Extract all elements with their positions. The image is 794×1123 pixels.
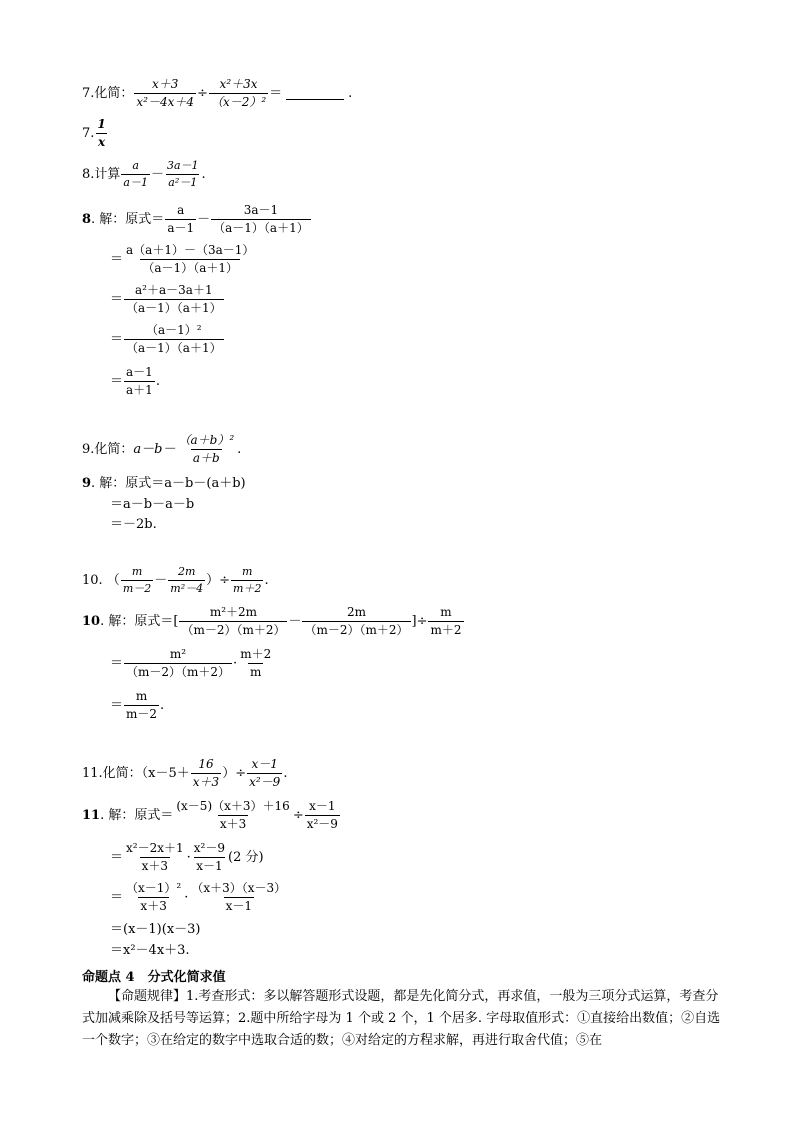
q9-expr: a－b－ (133, 442, 176, 458)
q8-end: . (201, 167, 206, 183)
q8-minus: － (150, 167, 164, 183)
s9-intro: . 解：原式＝a－b－(a＋b) (91, 476, 246, 491)
q7-fraction-2: $\frac{\text{x²＋3x}}{\text{（x－2）²}}$ (210, 77, 267, 110)
s10-step2-fraction-b: m＋2 m (240, 647, 272, 680)
q7-div: ÷ (197, 86, 208, 102)
s11-step3-fraction-b: （x＋3）（x－3） x－1 (191, 881, 287, 914)
s11-step-5 (110, 944, 190, 957)
q9-fraction: （a＋b）² a＋b (178, 433, 235, 466)
s10-step2-fraction-a: m² （m－2）（m＋2） (126, 647, 231, 680)
s11-label: 11 (82, 808, 101, 824)
s10-label: 10 (82, 614, 101, 630)
s8-end: . (155, 374, 160, 390)
q7-prefix: 7.化简： (82, 86, 134, 102)
s10-end: . (160, 698, 165, 714)
q7-fraction-1: $\frac{x+3}{\text{x²－4x＋4}}$ (136, 77, 195, 110)
s8-step2-fraction: a（a＋1）－（3a－1） （a－1）（a＋1） (126, 243, 255, 276)
s10-step-2 (110, 648, 274, 679)
s8-step1-fraction-b: 3a－1 （a－1）（a＋1） (213, 203, 309, 236)
topic-heading: 命题点 4 分式化简求值 (82, 970, 226, 985)
q10-minus: － (154, 573, 168, 589)
s10-step1-fraction-b: 2m （m－2）（m＋2） (304, 605, 409, 638)
s10-eq-2: ＝ (110, 656, 124, 672)
q10-prefix: 10. （ (82, 573, 120, 589)
s11-step-1 (82, 800, 341, 831)
s10-minus: － (288, 614, 302, 630)
q8-prefix: 8.计算 (82, 167, 121, 183)
s8-step1-fraction-a: a a－1 (167, 203, 195, 236)
q10-fraction-3: $\frac{m}{m+2}$ (233, 565, 262, 596)
s11-step3-fraction-a: （x－1）² x＋3 (126, 881, 182, 914)
q7-line (82, 78, 352, 109)
s8-step3-fraction: a²＋a－3a＋1 （a－1）（a＋1） (126, 283, 222, 316)
s10-eq-3: ＝ (110, 698, 124, 714)
q7-end: . (348, 86, 353, 102)
q8-fraction-1: a a－1 (123, 159, 148, 190)
s8-step-4 (110, 324, 225, 355)
s11-eq-2: ＝ (110, 850, 124, 866)
s11-step2-fraction-b: x²－9 x－1 (193, 841, 225, 874)
s11-eq-3: ＝ (110, 890, 124, 906)
s11-step4-text: ＝(x－1)(x－3) (110, 922, 201, 937)
s11-step-4 (110, 923, 201, 936)
s11-step-2 (110, 842, 264, 873)
q10-fraction-1: m m－2 (122, 565, 152, 596)
s9-step-2 (110, 498, 194, 511)
q8-fraction-2: 3a－1 a²－1 (166, 159, 199, 190)
s9-step2-text: ＝a－b－a－b (110, 497, 195, 512)
q11-line (82, 758, 287, 789)
s8-eq-3: ＝ (110, 292, 124, 308)
s8-step-3 (110, 284, 225, 315)
a7-fraction: 1 x (97, 117, 106, 150)
s8-step-2 (110, 244, 257, 275)
topic-paragraph (82, 986, 728, 1052)
a7-line (82, 118, 109, 149)
s10-close: ]÷ (411, 614, 428, 630)
q9-prefix: 9.化简： (82, 442, 134, 458)
s11-dot-3: · (184, 890, 189, 906)
s11-step-3 (110, 882, 289, 913)
s8-step-5 (110, 366, 160, 397)
s10-intro: . 解：原式＝[ (100, 614, 179, 630)
s9-step-1 (82, 477, 246, 490)
s10-step-3 (110, 690, 164, 721)
q8-line (82, 160, 206, 189)
s11-step2-fraction-a: x²－2x＋1 x＋3 (126, 841, 184, 874)
s10-dot: · (233, 656, 238, 672)
s11-step1-fraction-a: $\frac{(x-5)(x+3)+16}{x+3}$ (176, 799, 290, 832)
q9-line (82, 434, 241, 465)
s10-step1-fraction-c: $\frac{m}{m+2}$ (430, 605, 462, 638)
q11-end: . (283, 766, 288, 782)
q10-end: . (264, 573, 269, 589)
s8-step4-fraction: （a－1）² （a－1）（a＋1） (126, 323, 222, 356)
s11-step5-text: ＝x²－4x＋3. (110, 943, 190, 958)
s9-step-3 (110, 518, 157, 531)
q9-end: . (237, 442, 242, 458)
s8-step5-fraction: a－1 a＋1 (126, 365, 153, 398)
s11-dot-2: · (186, 850, 191, 866)
q11-fraction-1: 16 x＋3 (192, 757, 220, 790)
q10-line (82, 566, 269, 595)
s8-eq-5: ＝ (110, 374, 124, 390)
s8-intro: . 解：原式＝ (91, 212, 165, 228)
s11-div: ÷ (292, 808, 304, 824)
s9-step3-text: ＝－2b. (110, 517, 157, 532)
q7-answer-blank (286, 87, 344, 100)
q11-fraction-2: $\frac{x-1}{\text{x²－9}}$ (249, 757, 281, 790)
s9-label: 9 (82, 476, 92, 491)
s10-step-1 (82, 606, 465, 637)
topic-paragraph-text: 【命题规律】1.考查形式：多以解答题形式设题，都是先化简分式，再求值，一般为三项分式运算，考查分式加减乘除及括号等运算；2.题中所给字母为 1 个或 2 个，1 个居多. 字母取值形式：①直接给出数值；②自选一个数字；③在给定的数字中选取合适的数；④对给定的方程求解，再进行取舍代值；⑤在 (82, 989, 721, 1048)
s11-score-note: (2 分) (228, 850, 264, 866)
s11-step1-fraction-b: $\frac{x-1}{\text{x²－9}}$ (306, 799, 338, 832)
q11-close: ）÷ (222, 766, 247, 782)
s10-step3-fraction: m m－2 (126, 689, 158, 722)
q10-fraction-2: 2m m²－4 (170, 565, 204, 596)
q10-close: ）÷ (206, 573, 231, 589)
s10-step1-fraction-a: m²＋2m （m－2）（m＋2） (181, 605, 286, 638)
s8-step-1 (82, 204, 312, 235)
s8-eq-4: ＝ (110, 332, 124, 348)
q7-eq: ＝ (269, 86, 283, 102)
a7-prefix: 7. (82, 126, 95, 142)
s8-label: 8 (82, 212, 92, 228)
s11-intro: . 解：原式＝ (100, 808, 174, 824)
q11-prefix: 11.化简：（x－5＋ (82, 766, 190, 782)
s8-minus: － (197, 212, 211, 228)
s8-eq-2: ＝ (110, 252, 124, 268)
